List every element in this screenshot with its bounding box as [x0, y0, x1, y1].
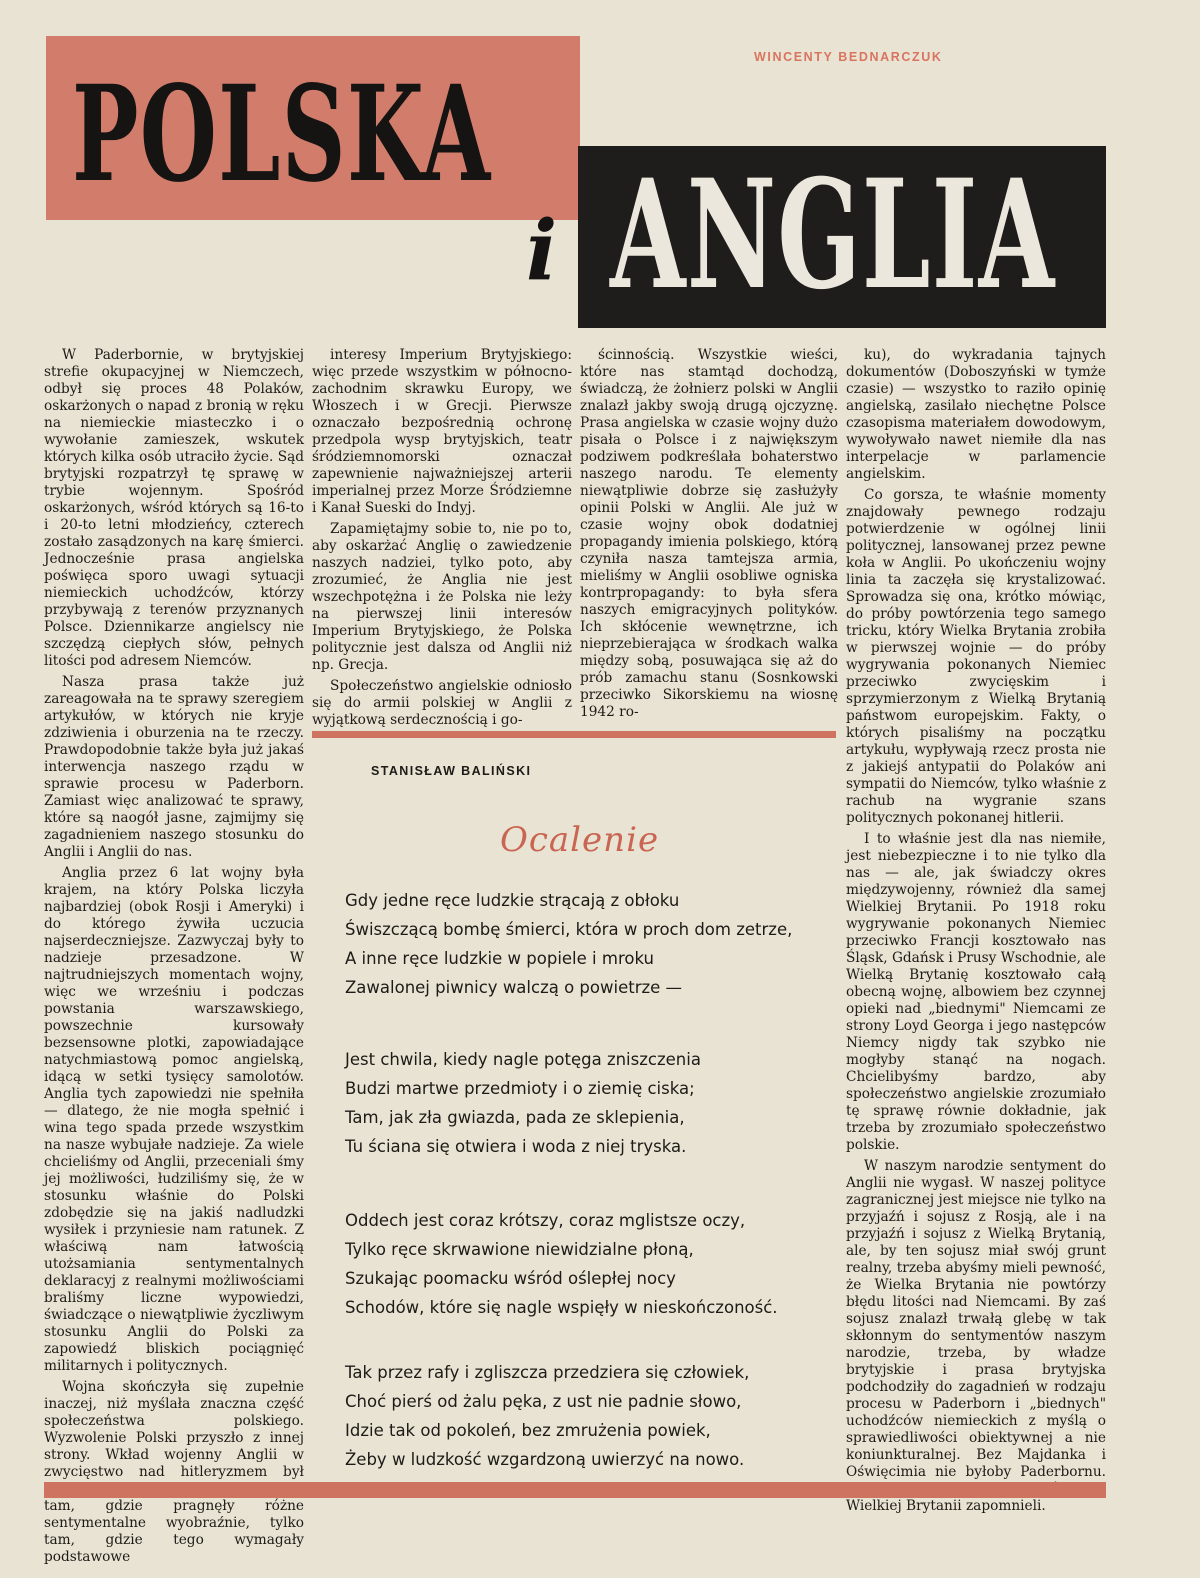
article-paragraph: Anglia przez 6 lat wojny była krajem, na który Polska liczyła najbardziej (obok Rosji i Ameryki) i do którego żywiła uczucia najserdeczniejsze. Zazwyczaj były to nadzieje przesadzone. W najtrudniejszych momentach wojny, więc we wrześniu i podczas powstania warszawskiego, powszechnie kursowały bezsensowne plotki, zapowiadające natychmiastową pomoc angielską, idącą w setki tysięcy samolotów. Anglia tych zapowiedzi nie spełniła — dlatego, że nie mogła spełnić i wina tego spada przede wszystkim na nasze wybujałe nadzieje. Za wiele chcieliśmy od Anglii, przeceniali śmy jej możliwości, łudziliśmy się, że w stosunku właśnie do Polski zdobędzie się na jakiś nadludzki wysiłek i przyniesie nam ratunek. Z właściwą nam łatwością utożsamiania sentymentalnych deklaracyj z realnymi możliwościami braliśmy liczne wypowiedzi, świadczące o niewątpliwie życzliwym stosunku Anglii do Polski za zapowiedź bliskich pociągnięć militarnych i politycznych. — [44, 865, 304, 1374]
poem-line: Oddech jest coraz krótszy, coraz mglistsze oczy, — [345, 1211, 746, 1230]
poem-title: Ocalenie — [500, 820, 660, 860]
poem-line: Tam, jak zła gwiazda, pada ze sklepienia, — [345, 1108, 685, 1127]
poem-line: Tu ściana się otwiera i woda z niej tryska. — [345, 1137, 687, 1156]
article-column-1 — [44, 347, 304, 1566]
poem-line: Budzi martwe przedmioty i o ziemię ciska; — [345, 1079, 695, 1098]
poem-stanza-2 — [345, 1045, 825, 1161]
article-paragraph: W naszym narodzie sentyment do Anglii nie wygasł. W naszej polityce zagranicznej jest miejsce nie tylko na przyjaźń i sojusz z Rosją, ale i na przyjaźń i sojusz z Wielką Brytanią, ale, by ten sojusz miał swój grunt realny, trzeba abyśmy mieli pewność, że Wielka Brytania nie powtórzy błędu litości nad Niemcami. By zaś sojusz znalazł trwałą glebę w tak skłonnym do sentymentów naszym narodzie, trzeba, by władze brytyjskie i prasa brytyjska podchodziły do zagadnień w rodzaju procesu w Paderborn i „biednych" uchodźców niemieckich z myślą o sprawiedliwości obiektywnej a nie koniunkturalnej. Bez Majdanka i Oświęcimia nie byłoby Paderbornu. Wielkiej Brytanii zapomnieli. — [846, 1158, 1106, 1514]
poem-top-rule — [312, 731, 836, 738]
article-paragraph: W Paderbornie, w brytyjskiej strefie okupacyjnej w Niemczech, odbył się proces 48 Polaków, oskarżonych o napad z bronią w ręku na niemieckie miasteczko i o wywołanie zamieszek, wskutek których kilka osób utraciło życie. Sąd brytyjski rozpatrzył tę sprawę w trybie wojennym. Spośród oskarżonych, wśród których są 16-to i 20-to letni młodzieńcy, czterech zostało zasądzonych na karę śmierci. Jednocześnie prasa angielska poświęca sporo uwagi sytuacji niemieckich uchodźców, którzy przybywają z terenów przyznanych Polsce. Dziennikarze angielscy nie szczędzą ciepłych słów, pełnych litości pod adresem Niemców. — [44, 347, 304, 669]
article-paragraph: ścinnością. Wszystkie wieści, które nas stamtąd dochodzą, świadczą, że żołnierz polski w Anglii znalazł jakby swoją drugą ojczyznę. Prasa angielska w czasie wojny dużo pisała o Polsce i z największym podziwem podkreślała bohaterstwo naszego narodu. Te elementy niewątpliwie dobrze się zasłużyły opinii Polski w Anglii. Ale już w czasie wojny obok dodatniej propagandy imienia polskiego, którą czyniła nasza tamtejsza armia, mieliśmy w Anglii osobliwe ogniska kontrpropagandy: to była sfera naszych emigracyjnych polityków. Ich skłócenie wewnętrzne, ich nieprzebierająca w środkach walka między sobą, posuwająca się aż do prób zamachu stanu (Sosnkowski przeciwko Sikorskiemu na wiosnę 1942 ro- — [580, 347, 838, 720]
poem-line: Żeby w ludzkość wzgardzoną uwierzyć na nowo. — [345, 1450, 745, 1469]
poem-author: STANISŁAW BALIŃSKI — [371, 764, 532, 778]
title-conjunction: i — [526, 203, 558, 299]
poem-line: Tylko ręce skrwawione niewidzialne płoną, — [345, 1240, 694, 1259]
poem-line: Tak przez rafy i zgliszcza przedziera się człowiek, — [345, 1363, 750, 1382]
poem-line: Zawalonej piwnicy walczą o powietrze — — [345, 978, 683, 997]
poem-line: Idzie tak od pokoleń, bez zmrużenia powiek, — [345, 1421, 711, 1440]
poem-line: Jest chwila, kiedy nagle potęga zniszczenia — [345, 1050, 701, 1069]
article-paragraph: ku), do wykradania tajnych dokumentów (Doboszyński w tymże czasie) — wszystko to raziło opinię angielską, zasilało niechętne Polsce czasopisma materiałem dowodowym, wywoływało nawet niemiłe dla nas interpelacje w parlamencie angielskim. — [846, 347, 1106, 482]
article-column-3 — [580, 347, 838, 721]
poem-stanza-3 — [345, 1206, 825, 1322]
poem-line: Szukając poomacku wśród oślepłej nocy — [345, 1269, 676, 1288]
poem-line: Schodów, które się nagle wspięły w nieskończoność. — [345, 1298, 778, 1317]
poem-line: Świszczącą bombę śmierci, która w proch dom zetrze, — [345, 920, 793, 939]
poem-line: A inne ręce ludzkie w popiele i mroku — [345, 949, 654, 968]
title-anglia: ANGLIA — [610, 147, 1056, 323]
article-paragraph: interesy Imperium Brytyjskiego: więc przede wszystkim w północno-zachodnim skrawku Europy, we Włoszech i w Grecji. Pierwsze oznaczało bezpośrednią ochronę przedpola wysp brytyjskich, teatr śródziemnomorski oznaczał zapewnienie najważniejszej arterii imperialnej przez Morze Śródziemne i Kanał Sueski do Indyj. — [312, 347, 572, 516]
article-paragraph: Nasza prasa także już zareagowała na te sprawy szeregiem artykułów, w których nie kryje zdziwienia i oburzenia na te rzeczy. Prawdopodobnie także była już jakaś interwencja naszego rządu w sprawie procesu w Paderborn. Zamiast więc analizować te sprawy, które są naogół jasne, zajmijmy się zagadnieniem naszego stosunku do Anglii i Anglii do nas. — [44, 674, 304, 860]
article-paragraph: Zapamiętajmy sobie to, nie po to, aby oskarżać Anglię o zawiedzenie naszych nadziei, tylko poto, aby zrozumieć, że Anglia nie jest wszechpotężna i że Polska nie leży na pierwszej linii interesów Imperium Brytyjskiego, że Polska politycznie jest dalsza od Anglii niż np. Grecja. — [312, 521, 572, 673]
article-paragraph: Wojna skończyła się zupełnie inaczej, niż myślała znaczna część społeczeństwa polskiego. Wyzwolenie Polski przyszło z innej strony. Wkład wojenny Anglii w zwycięstwo nad hitleryzmem był tam, gdzie pragnęły różne sentymentalne wyobraźnie, tylko tam, gdzie tego wymagały podstawowe — [44, 1379, 304, 1565]
page-bottom-rule — [44, 1482, 1106, 1498]
article-paragraph: I to właśnie jest dla nas niemiłe, jest niebezpieczne i to nie tylko dla nas — ale, jak świadczy okres międzywojenny, również dla samej Wielkiej Brytanii. Po 1918 roku wygrywanie pokonanych Niemiec przeciwko Francji kosztowało nas Śląsk, Gdańsk i Prusy Wschodnie, ale Wielką Brytanię kosztowało całą obecną wojnę, albowiem bez czynnej opieki nad „biednymi" Niemcami ze strony Loyd Georga i jego następców Niemcy nigdy tak szybko nie mogłyby stanąć na nogach. Chcielibyśmy bardzo, aby społeczeństwo angielskie zrozumiało tę sprawę równie dokładnie, jak trzeba by zrozumiało społeczeństwo polskie. — [846, 831, 1106, 1153]
article-column-2 — [312, 347, 572, 729]
title-polska: POLSKA — [72, 57, 492, 212]
article-paragraph: Co gorsza, te właśnie momenty znajdowały pewnego rodzaju potwierdzenie w ogólnej linii politycznej, lansowanej przez pewne koła w Anglii. Po ukończeniu wojny linia ta zaczęła się krystalizować. Sprowadza się ona, krótko mówiąc, do próby powtórzenia tego samego tricku, który Wielka Brytania zrobiła w pierwszej wojnie — do próby wygrywania pokonanych Niemiec przeciwko zwycięskim i sprzymierzonym z Wielką Brytanią państwom europejskim. Fakty, o których pisaliśmy na początku artykułu, wypływają rzecz prosta nie z jakiejś antypatii do Polaków ani sympatii do Niemców, tylko właśnie z rachub na wygranie szans politycznych pokonanej hitlerii. — [846, 487, 1106, 826]
poem-line: Choć pierś od żalu pęka, z ust nie padnie słowo, — [345, 1392, 742, 1411]
article-author: WINCENTY BEDNARCZUK — [754, 50, 943, 64]
article-paragraph: Społeczeństwo angielskie odniosło się do armii polskiej w Anglii z wyjątkową serdecznością i go- — [312, 678, 572, 728]
article-column-4 — [846, 347, 1106, 1515]
poem-stanza-1 — [345, 886, 825, 1002]
poem-line: Gdy jedne ręce ludzkie strącają z obłoku — [345, 891, 680, 910]
poem-stanza-4 — [345, 1358, 825, 1474]
